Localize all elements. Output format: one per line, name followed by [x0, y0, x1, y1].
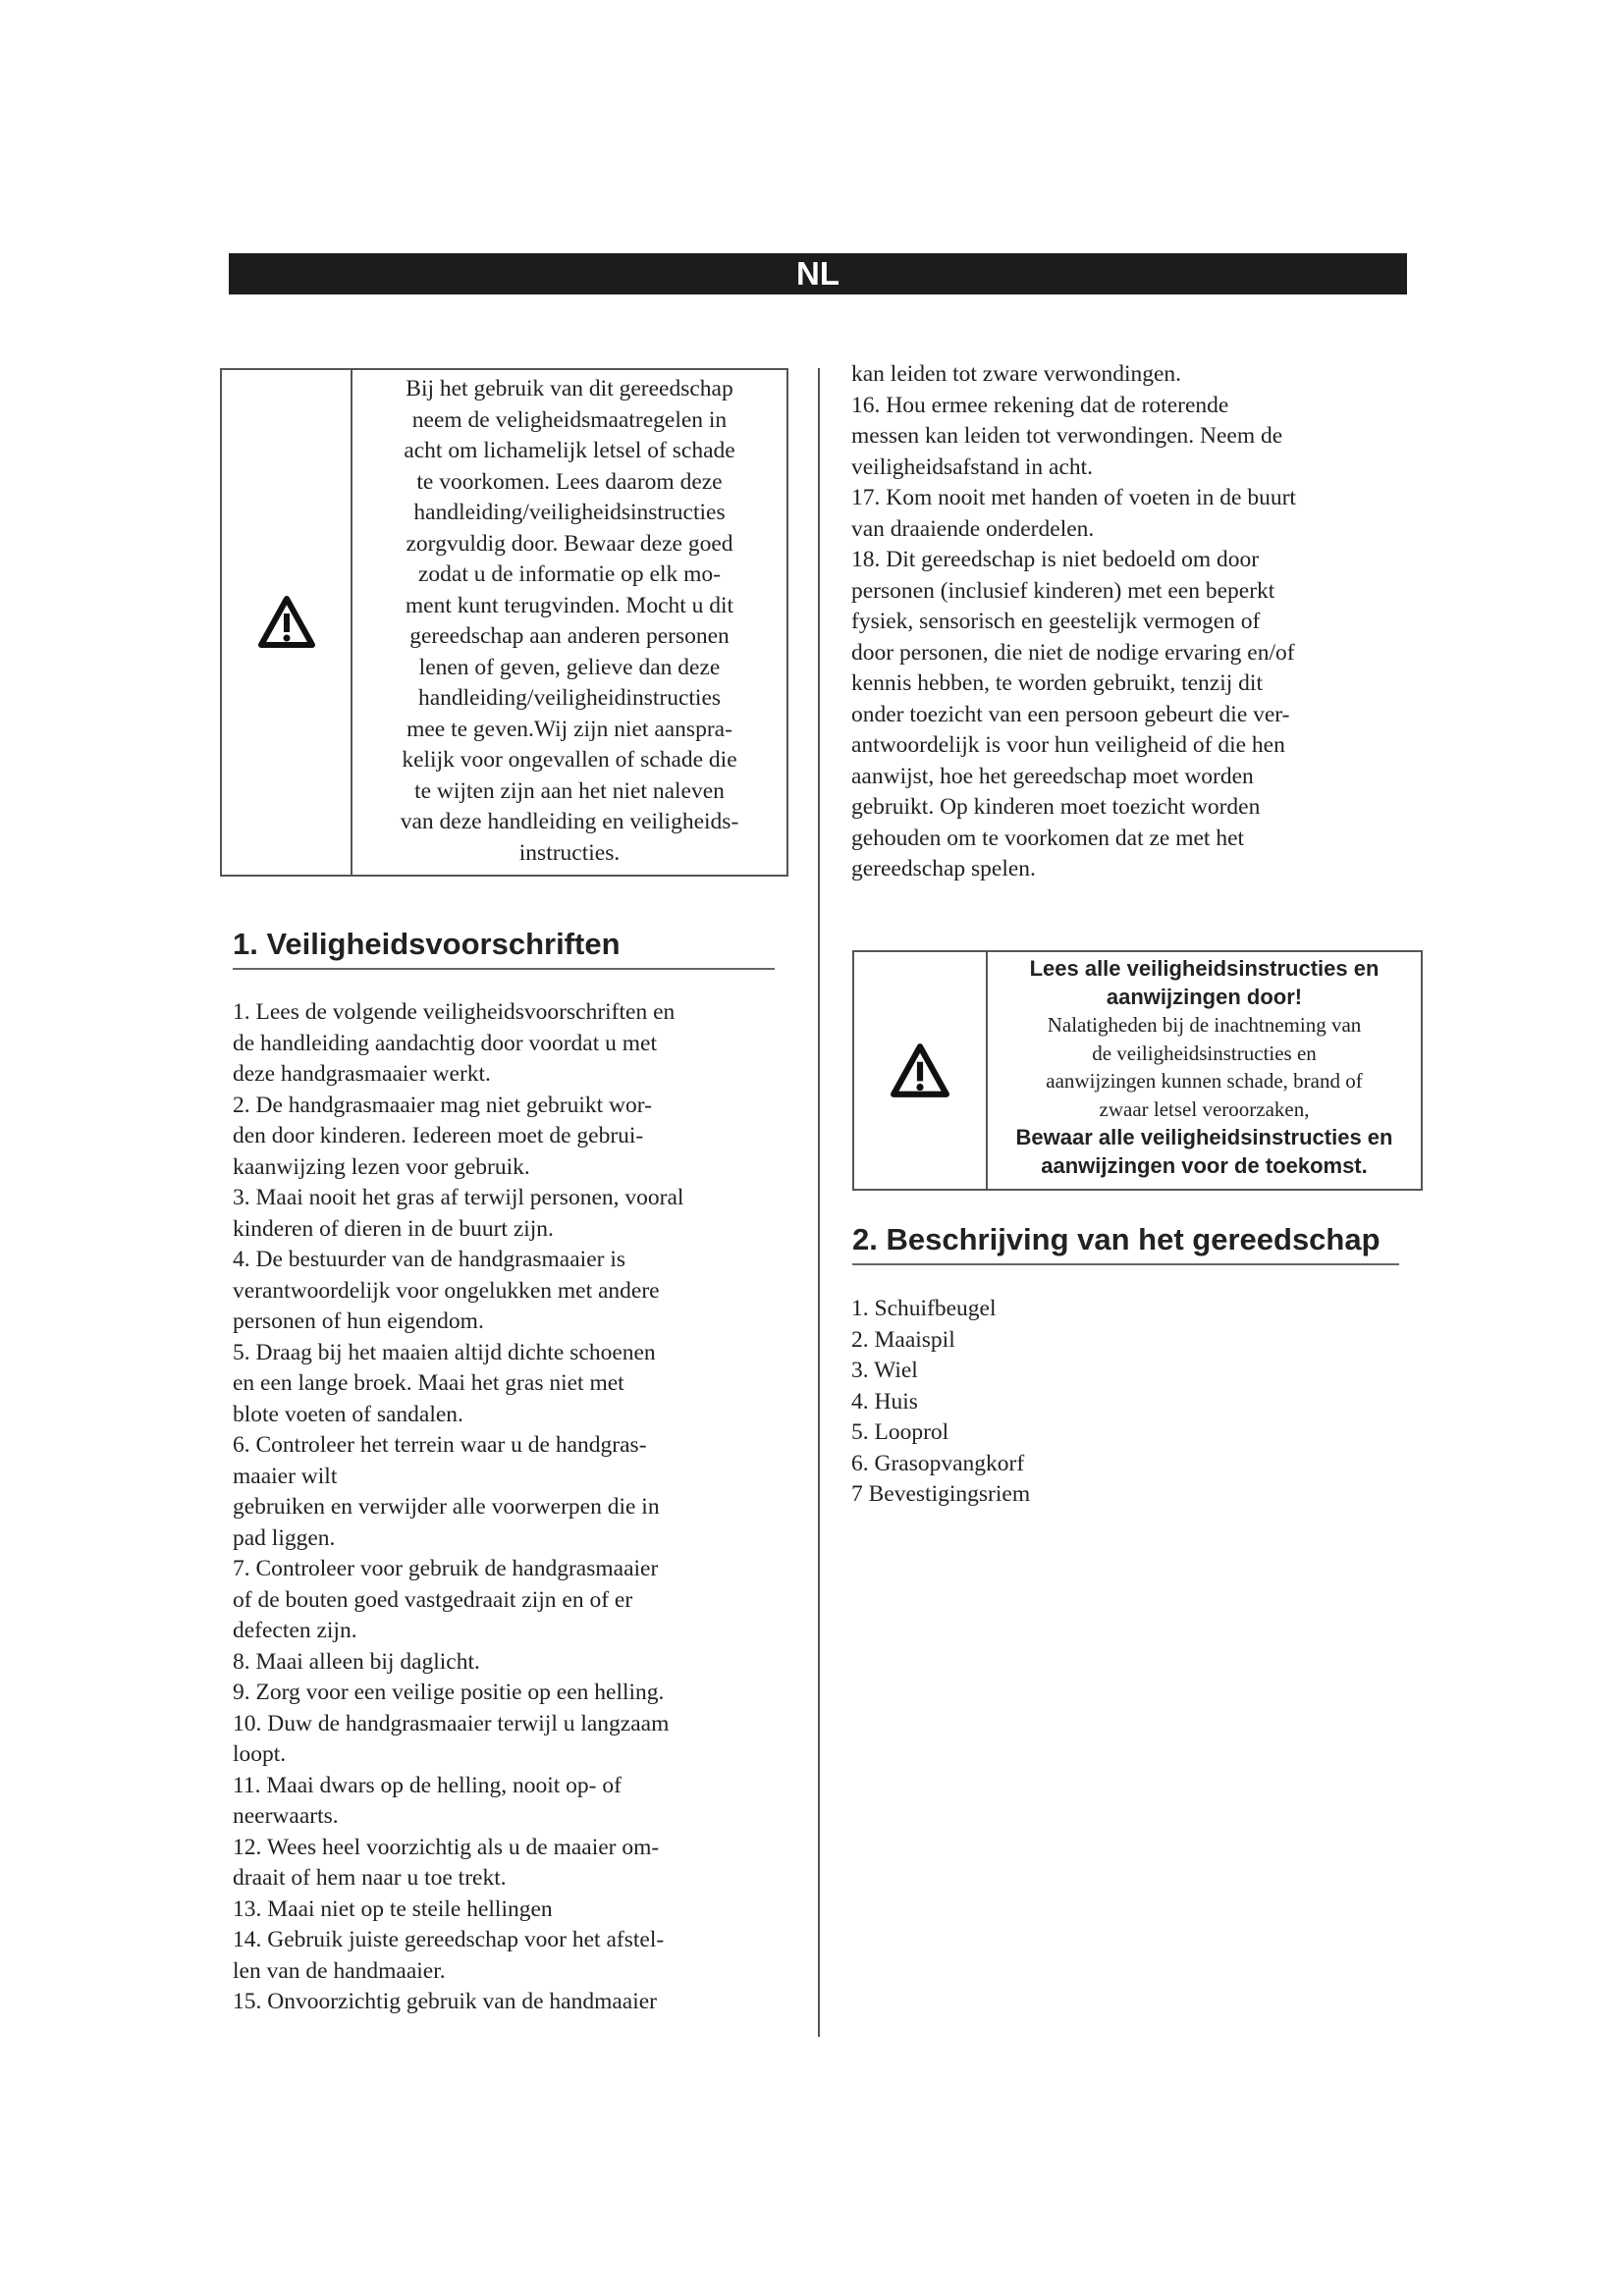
text-line: 6. Controleer het terrein waar u de handgras- [233, 1432, 647, 1458]
text-line: acht om lichamelijk letsel of schade [404, 438, 735, 463]
text-line: handleiding/veiligheidinstructies [417, 685, 722, 711]
text-line: 16. Hou ermee rekening dat de roterende [851, 392, 1229, 418]
text-line: len van de handmaaier. [233, 1957, 446, 1984]
list-item: 2. Maaispil [851, 1326, 955, 1353]
text-line: de handleiding aandachtig door voordat u met [233, 1030, 658, 1056]
text-line: neem de veligheidsmaatregelen in [411, 406, 728, 433]
text-line: 2. De handgrasmaaier mag niet gebruikt wor- [233, 1092, 652, 1118]
text-line: zodat u de informatie op elk mo- [417, 561, 721, 587]
text-line: 9. Zorg voor een veilige positie op een helling. [233, 1680, 665, 1705]
text-line: Bewaar alle veiligheidsinstructies en [1015, 1125, 1393, 1149]
language-header: NL [229, 253, 1407, 294]
text-line: of de bouten goed vastgedraait zijn en of er [233, 1586, 633, 1613]
text-line: van draaiende onderdelen. [851, 515, 1095, 542]
text-line: ment kunt terugvinden. Mocht u dit [405, 592, 734, 618]
text-line: en een lange broek. Maai het gras niet met [233, 1370, 624, 1396]
parts-list [851, 1294, 1030, 1511]
text-line: kaanwijzing lezen voor gebruik. [233, 1153, 530, 1180]
text-line: gehouden om te voorkomen dat ze met het [851, 825, 1245, 851]
text-line: 4. De bestuurder van de handgrasmaaier is [233, 1247, 626, 1272]
text-line: aanwijzingen door! [1106, 985, 1303, 1009]
warning-box-read-all [852, 950, 1423, 1191]
text-line: 12. Wees heel voorzichtig als u de maaier om- [233, 1834, 660, 1860]
text-line: antwoordelijk is voor hun veiligheid of die hen [851, 732, 1285, 758]
safety-rules-right [851, 359, 1296, 885]
text-line: 18. Dit gereedschap is niet bedoeld om door [851, 547, 1260, 572]
warning-icon [854, 952, 988, 1189]
warning-box-intro [220, 368, 788, 877]
text-line: veiligheidsafstand in acht. [851, 454, 1094, 480]
text-line: messen kan leiden tot verwondingen. Neem de [851, 423, 1283, 449]
text-line: instructies. [518, 839, 621, 866]
text-line: 1. Lees de volgende veiligheidsvoorschriften en [233, 999, 676, 1025]
text-line: gereedschap spelen. [851, 856, 1036, 881]
text-line: verantwoordelijk voor ongelukken met andere [233, 1277, 660, 1304]
text-line: 3. Maai nooit het gras af terwijl personen, vooral [233, 1185, 684, 1210]
text-line: 14. Gebruik juiste gereedschap voor het afstel- [233, 1927, 665, 1952]
text-line: 11. Maai dwars op de helling, nooit op- of [233, 1772, 622, 1798]
text-line: kennis hebben, te worden gebruikt, tenzij dit [851, 670, 1263, 696]
text-line: maaier wilt [233, 1463, 338, 1489]
text-line: 5. Draag bij het maaien altijd dichte schoenen [233, 1339, 656, 1365]
list-item: 7 Bevestigingsriem [851, 1481, 1031, 1507]
list-item: 6. Grasopvangkorf [851, 1450, 1025, 1476]
list-item: 1. Schuifbeugel [851, 1296, 997, 1321]
text-line: lenen of geven, gelieve dan deze [418, 654, 721, 680]
text-line: deze handgrasmaaier werkt. [233, 1061, 491, 1087]
text-line: Bij het gebruik van dit gereedschap [406, 376, 733, 401]
text-line: mee te geven.Wij zijn niet aanspra- [406, 716, 732, 742]
warning-text [988, 952, 1421, 1189]
text-line: 17. Kom nooit met handen of voeten in de buurt [851, 485, 1296, 510]
safety-rules-left [233, 997, 683, 2018]
text-line: gebruiken en verwijder alle voorwerpen die in [233, 1494, 660, 1520]
text-line: 13. Maai niet op te steile hellingen [233, 1896, 553, 1922]
text-line: 15. Onvoorzichtig gebruik van de handmaaier [233, 1989, 657, 2014]
text-line: blote voeten of sandalen. [233, 1401, 463, 1427]
list-item: 5. Looprol [851, 1419, 949, 1445]
text-line: personen of hun eigendom. [233, 1308, 484, 1334]
text-line: kinderen of dieren in de buurt zijn. [233, 1215, 554, 1242]
text-line: pad liggen. [233, 1524, 336, 1551]
text-line: onder toezicht van een persoon gebeurt die ver- [851, 701, 1290, 727]
text-line: handleiding/veiligheidsinstructies [413, 500, 726, 525]
text-line: 10. Duw de handgrasmaaier terwijl u langzaam [233, 1710, 670, 1736]
text-line: 7. Controleer voor gebruik de handgrasmaaier [233, 1556, 659, 1581]
section-heading-description: 2. Beschrijving van het gereedschap [852, 1222, 1399, 1265]
text-line: door personen, die niet de nodige ervaring en/of [851, 639, 1295, 666]
text-line: aanwijst, hoe het gereedschap moet worden [851, 763, 1254, 789]
warning-icon [222, 370, 352, 875]
text-line: Lees alle veiligheidsinstructies en [1029, 956, 1380, 981]
list-item: 3. Wiel [851, 1358, 918, 1383]
text-line: kan leiden tot zware verwondingen. [851, 361, 1182, 387]
section-heading-safety: 1. Veiligheidsvoorschriften [233, 927, 775, 970]
text-line: kelijk voor ongevallen of schade die [402, 747, 737, 773]
text-line: draait of hem naar u toe trekt. [233, 1865, 507, 1891]
column-divider [818, 368, 820, 2037]
text-line: gereedschap aan anderen personen [409, 623, 730, 649]
text-line: aanwijzingen voor de toekomst. [1041, 1153, 1368, 1178]
text-line: zwaar letsel veroorzaken, [1099, 1096, 1310, 1121]
text-line: defecten zijn. [233, 1618, 357, 1643]
text-line: neerwaarts. [233, 1803, 339, 1829]
text-line: Nalatigheden bij de inachtneming van [1047, 1013, 1362, 1037]
text-line: aanwijzingen kunnen schade, brand of [1046, 1069, 1363, 1093]
text-line: te voorkomen. Lees daarom deze [416, 468, 723, 495]
warning-text [352, 370, 786, 875]
text-line: zorgvuldig door. Bewaar deze goed [406, 530, 733, 557]
text-line: de veiligheidsinstructies en [1092, 1041, 1317, 1065]
text-line: 8. Maai alleen bij daglicht. [233, 1648, 480, 1675]
text-line: van deze handleiding en veiligheids- [400, 809, 739, 834]
text-line: den door kinderen. Iedereen moet de gebrui- [233, 1123, 644, 1148]
text-line: personen (inclusief kinderen) met een beperkt [851, 577, 1275, 604]
text-line: gebruikt. Op kinderen moet toezicht worden [851, 794, 1261, 820]
text-line: loopt. [233, 1741, 287, 1767]
text-line: te wijten zijn aan het niet naleven [414, 777, 725, 804]
list-item: 4. Huis [851, 1388, 918, 1415]
text-line: fysiek, sensorisch en geestelijk vermogen of [851, 609, 1261, 634]
